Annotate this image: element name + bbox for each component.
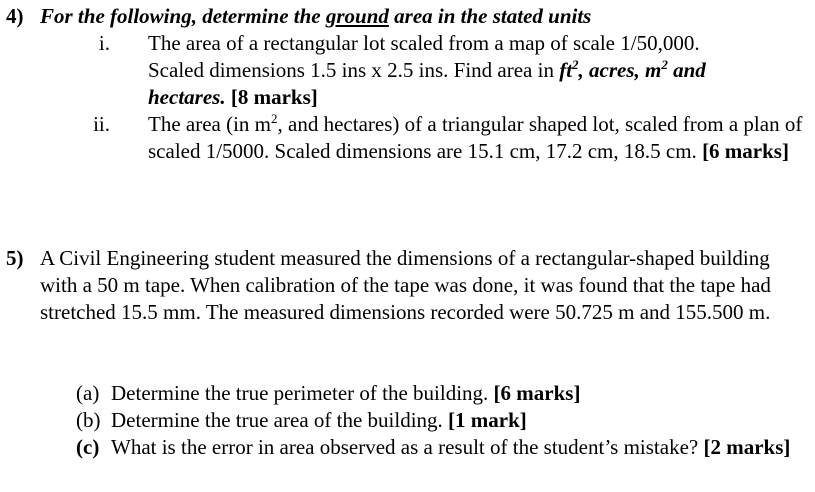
part-a-text: Determine the true perimeter of the building.	[111, 381, 494, 405]
part-b-text: Determine the true area of the building.	[111, 408, 449, 432]
item-ii-marks: [6 marks]	[702, 139, 789, 163]
item-ii-text-a: The area (in m	[148, 112, 272, 136]
item-ii-text	[148, 111, 813, 165]
item-ii-label: ii.	[93, 112, 110, 136]
question-4-title-post: area in the stated units	[388, 4, 592, 28]
question-4-title-underlined: ground	[325, 4, 389, 28]
part-c-text: What is the error in area observed as a result of the student’s mistake?	[111, 435, 704, 459]
item-i-units-acres-m: , acres, m	[578, 58, 662, 82]
item-i-sup-ft: 2	[572, 57, 579, 72]
item-i-marks: [8 marks]	[225, 85, 318, 109]
part-b-label: (b)	[76, 408, 101, 432]
part-c-marks: [2 marks]	[703, 435, 791, 459]
question-5-part-b	[76, 407, 811, 434]
item-i-line2-plain: Scaled dimensions 1.5 ins x 2.5 ins. Find area in	[148, 58, 560, 82]
item-i-label: i.	[98, 31, 110, 55]
question-5-parts	[76, 380, 811, 461]
item-ii-text-b: , and hectares) of a triangular shaped lot, scaled from a plan of scaled 1/5000. Scaled dimensions are 15.1 cm, 17.2 cm, 18.5 cm.	[148, 112, 803, 163]
question-4-number: 4)	[6, 4, 24, 28]
part-a-marks: [6 marks]	[493, 381, 581, 405]
question-5-part-c	[76, 434, 811, 461]
item-i-text	[148, 30, 813, 111]
part-a-label: (a)	[76, 381, 100, 405]
item-ii-sup: 2	[271, 111, 278, 126]
part-c-label: (c)	[76, 435, 100, 459]
question-5-number: 5)	[6, 246, 24, 270]
question-5-part-a	[76, 380, 811, 407]
part-b-marks: [1 mark]	[448, 408, 527, 432]
item-i-units-ft: ft	[559, 58, 573, 82]
item-i-units-and: and	[667, 58, 706, 82]
item-i-line2	[148, 57, 813, 84]
question-4-title-pre: For the following, determine the	[40, 4, 326, 28]
item-i-line3	[148, 84, 813, 111]
item-i-line1: The area of a rectangular lot scaled from a map of scale 1/50,000.	[148, 31, 700, 55]
item-i-sup-m: 2	[661, 57, 668, 72]
question-4-title	[40, 3, 591, 30]
question-5-text: A Civil Engineering student measured the dimensions of a rectangular-shaped building with a 50 m tape. When calibration of the tape was done, it was found that the tape had stretched 15.5 mm. The measured dimensions recorded were 50.725 m and 155.500 m.	[40, 246, 771, 324]
item-i-hectares: hectares.	[148, 85, 226, 109]
